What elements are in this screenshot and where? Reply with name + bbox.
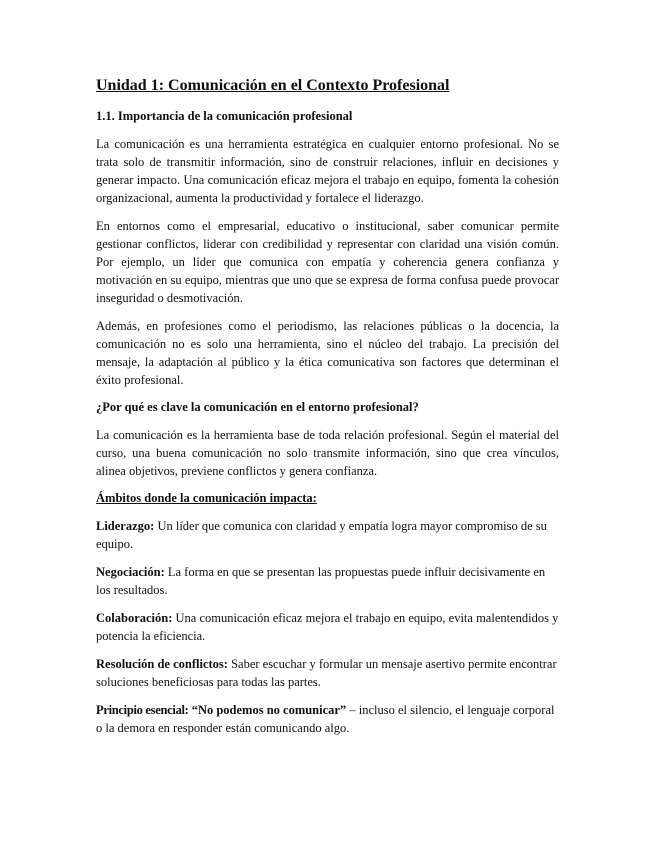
- area-item: [96, 563, 559, 599]
- principle-text: – incluso el silencio, el lenguaje corporal o la demora en responder están comunicando algo.: [96, 703, 555, 735]
- area-item: [96, 655, 559, 691]
- page-title: Unidad 1: Comunicación en el Contexto Profesional: [96, 77, 450, 94]
- body-paragraph: En entornos como el empresarial, educativo o institucional, saber comunicar permite gestionar conflictos, liderar con credibilidad y representar con claridad una visión común. Por ejemplo, un líder que comunica con empatía y coherencia genera confianza y motivación en su equipo, mientras que uno que se expresa de forma confusa puede provocar inseguridad o desmotivación.: [96, 219, 559, 305]
- area-label: Liderazgo:: [96, 519, 155, 533]
- area-item: [96, 517, 559, 553]
- principle-paragraph: [96, 701, 559, 737]
- areas-heading: Ámbitos donde la comunicación impacta:: [96, 491, 317, 505]
- area-item: [96, 609, 559, 645]
- question-heading: ¿Por qué es clave la comunicación en el entorno profesional?: [96, 400, 419, 414]
- area-text: La forma en que se presentan las propuestas puede influir decisivamente en los resultados.: [96, 565, 546, 597]
- section-heading: 1.1. Importancia de la comunicación profesional: [96, 109, 353, 123]
- body-paragraph: Además, en profesiones como el periodismo, las relaciones públicas o la docencia, la comunicación no es solo una herramienta, sino el núcleo del trabajo. La precisión del mensaje, la adaptación al público y la ética comunicativa son factores que determinan el éxito profesional.: [96, 319, 559, 387]
- area-label: Negociación:: [96, 565, 165, 579]
- principle-quote: “No podemos no comunicar”: [188, 703, 347, 717]
- question-paragraph: La comunicación es la herramienta base de toda relación profesional. Según el material del curso, una buena comunicación no solo transmite información, sino que crea vínculos, alinea objetivos, previene conflictos y genera confianza.: [96, 428, 559, 478]
- area-text: Una comunicación eficaz mejora el trabajo en equipo, evita malentendidos y potencia la eficiencia.: [96, 611, 559, 643]
- body-paragraph: La comunicación es una herramienta estratégica en cualquier entorno profesional. No se trata solo de transmitir información, sino de construir relaciones, influir en decisiones y generar impacto. Una comunicación eficaz mejora el trabajo en equipo, fomenta la cohesión organizacional, aumenta la productividad y fortalece el liderazgo.: [96, 137, 559, 205]
- area-label: Resolución de conflictos:: [96, 657, 228, 671]
- principle-label: Principio esencial:: [96, 703, 189, 717]
- area-label: Colaboración:: [96, 611, 173, 625]
- area-text: Un líder que comunica con claridad y empatía logra mayor compromiso de su equipo.: [96, 519, 547, 551]
- area-text: Saber escuchar y formular un mensaje asertivo permite encontrar soluciones beneficiosas para todas las partes.: [96, 657, 557, 689]
